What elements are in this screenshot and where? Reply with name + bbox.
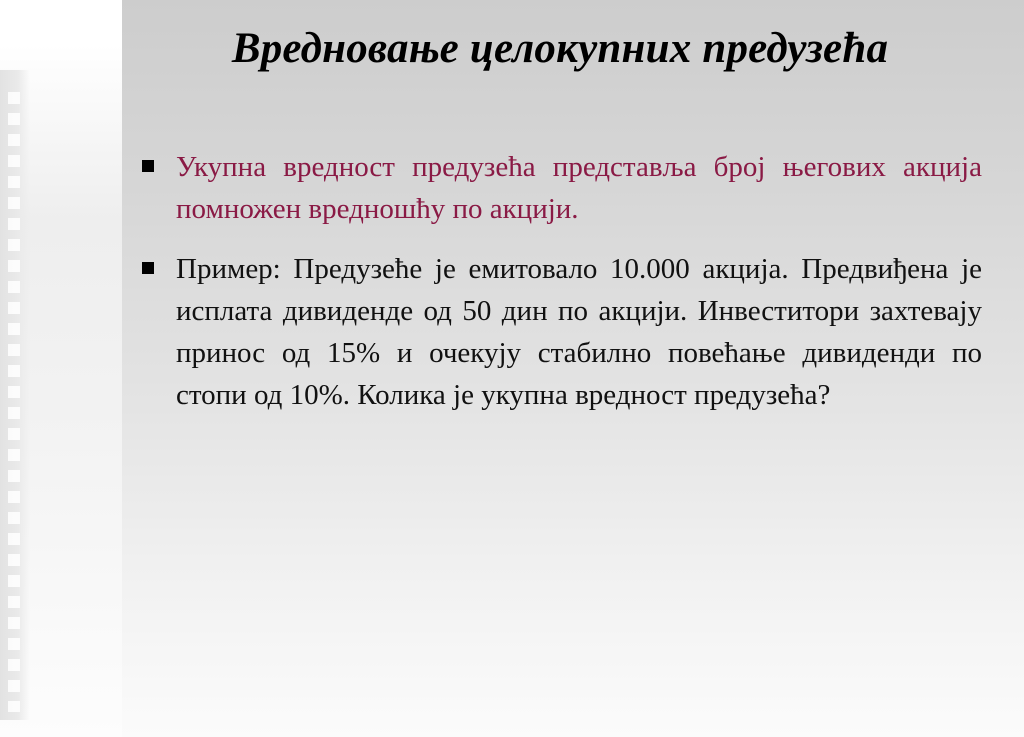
decorative-left-strip [0,0,122,737]
bullet-list [140,146,982,434]
slide-title: Вредновање целокупних предузећа [231,25,889,72]
bullet-item-example [140,248,982,416]
film-strip-icon [8,92,20,712]
bullet-text-definition: Укупна вредност предузећа представља број његових акција помножен вредношћу по акцији. [176,151,982,225]
square-bullet-icon [142,262,154,274]
square-bullet-icon [142,160,154,172]
bullet-item-definition [140,146,982,230]
bullet-text-example: Пример: Предузеће је емитовало 10.000 акција. Предвиђена је исплата дивиденде од 50 дин по акцији. Инвеститори захтевају принос од 15% и очекују стабилно повећање дивиденди по стопи од 10%. Колика је укупна вредност предузећа? [176,253,982,411]
